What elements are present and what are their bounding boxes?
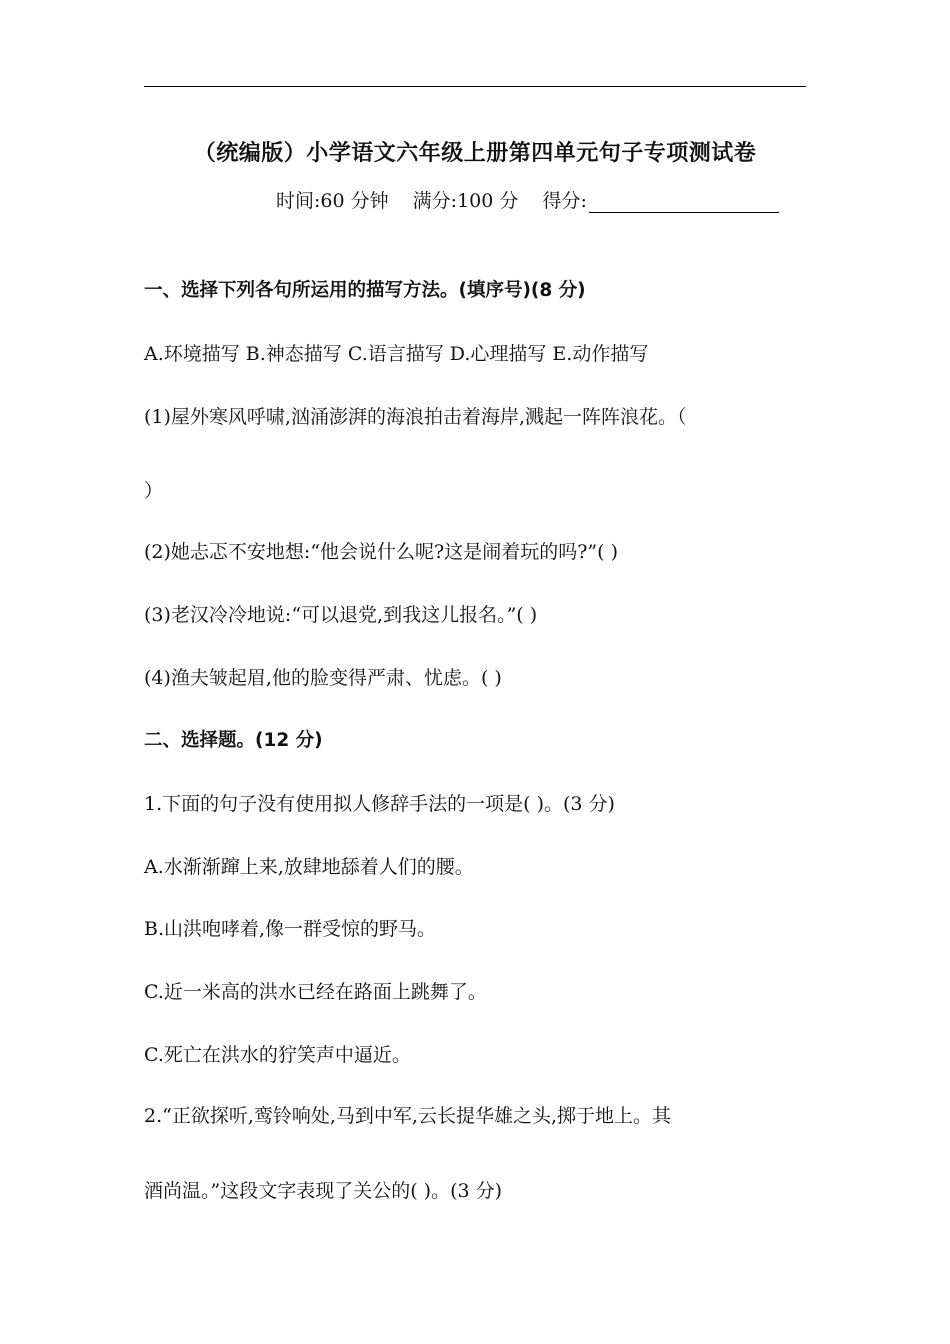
section1-q3: (3)老汉冷冷地说:“可以退党,到我这儿报名。”( ) (144, 604, 538, 626)
score-label: 得分: (542, 190, 587, 212)
section2-q1: 1.下面的句子没有使用拟人修辞手法的一项是( )。(3 分) (144, 793, 615, 815)
header-rule (144, 86, 806, 87)
section2-q1-option-a: A.水渐渐蹿上来,放肆地舔着人们的腰。 (144, 856, 474, 878)
section2-q2-line2: 酒尚温。”这段文字表现了关公的( )。(3 分) (144, 1180, 503, 1202)
document-title: （统编版）小学语文六年级上册第四单元句子专项测试卷 (193, 141, 757, 166)
time-limit: 时间:60 分钟 (276, 190, 389, 212)
section1-options: A.环境描写 B.神态描写 C.语言描写 D.心理描写 E.动作描写 (144, 343, 649, 365)
section2-heading: 二、选择题。(12 分) (144, 730, 323, 751)
section1-q1-line2: ） (144, 480, 164, 502)
section2-q1-option-d: C.死亡在洪水的狞笑声中逼近。 (144, 1044, 411, 1066)
exam-meta (276, 186, 797, 213)
section1-q4: (4)渔夫皱起眉,他的脸变得严肃、忧虑。( ) (144, 667, 502, 689)
section2-q1-option-c: C.近一米高的洪水已经在路面上跳舞了。 (144, 981, 487, 1003)
section2-q2-line1: 2.“正欲探听,鸾铃响处,马到中军,云长提华雄之头,掷于地上。其 (144, 1105, 672, 1127)
score-blank (589, 192, 779, 213)
section1-q1-line1: (1)屋外寒风呼啸,汹涌澎湃的海浪拍击着海岸,溅起一阵阵浪花。（ (144, 406, 687, 428)
section1-heading: 一、选择下列各句所运用的描写方法。(填序号)(8 分) (144, 280, 586, 301)
section1-q2: (2)她忐忑不安地想:“他会说什么呢?这是闹着玩的吗?”( ) (144, 541, 618, 563)
section2-q1-option-b: B.山洪咆哮着,像一群受惊的野马。 (144, 918, 437, 940)
full-score: 满分:100 分 (412, 190, 519, 212)
